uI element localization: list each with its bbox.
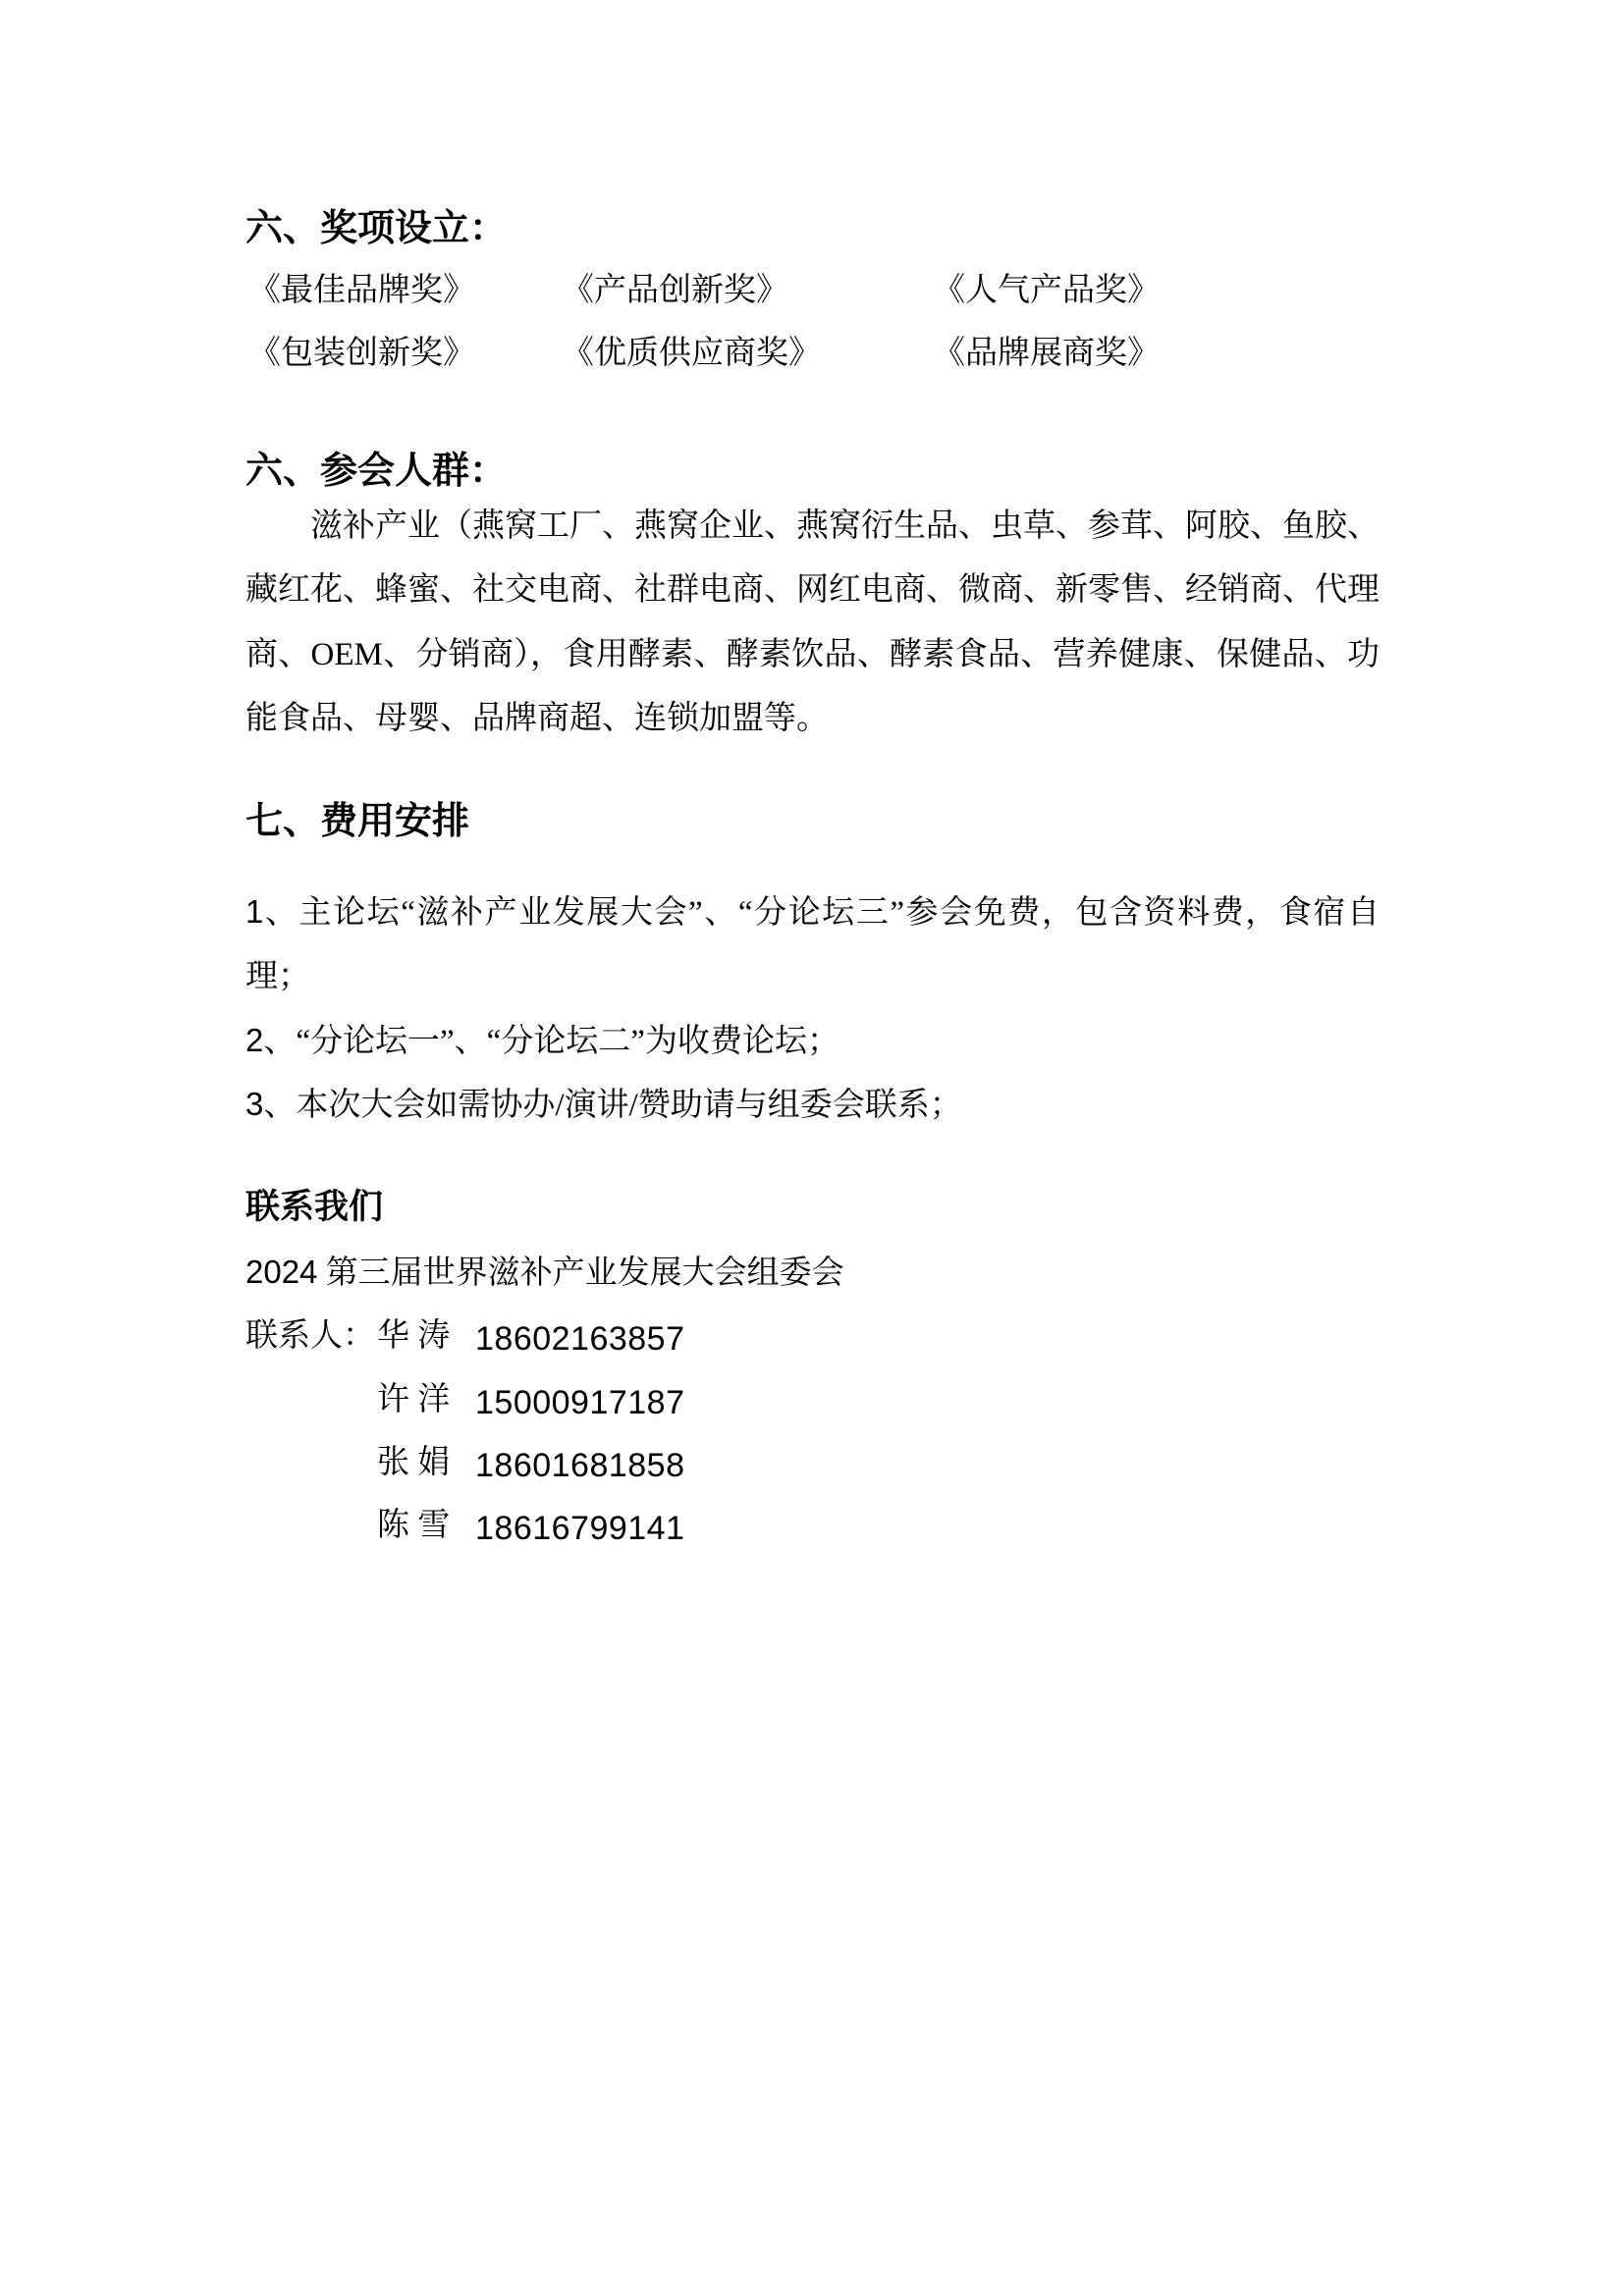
contact-name: 华 涛 — [377, 1318, 451, 1354]
contact-phone: 15000917187 — [475, 1384, 685, 1421]
award-item: 《品牌展商奖》 — [933, 336, 1160, 371]
contact-name: 许 洋 — [377, 1382, 451, 1417]
award-item: 《人气产品奖》 — [933, 273, 1160, 308]
fee-item-number: 1、 — [245, 893, 299, 930]
contact-name: 张 娟 — [377, 1445, 451, 1480]
award-item: 《优质供应商奖》 — [562, 336, 821, 371]
fee-item-text: “分论坛一”、“分论坛二”为收费论坛； — [296, 1024, 839, 1059]
contact-label: 联系人： — [245, 1318, 375, 1354]
attendees-paragraph: 滋补产业（燕窝工厂、燕窝企业、燕窝衍生品、虫草、参茸、阿胶、鱼胶、藏红花、蜂蜜、社交电商、社群电商、网红电商、微商、新零售、经销商、代理商、OEM、分销商），食用酵素、酵素饮品、酵素食品、营养健康、保健品、功能食品、母婴、品牌商超、连锁加盟等。 — [245, 508, 1380, 736]
fee-item-text: 主论坛“滋补产业发展大会”、“分论坛三”参会免费，包含资料费，食宿自理； — [245, 895, 1380, 995]
contact-phone: 18602163857 — [475, 1320, 685, 1358]
attendees-section-title: 六、参会人群： — [245, 451, 508, 492]
award-item: 《最佳品牌奖》 — [248, 273, 475, 308]
contact-phone: 18616799141 — [475, 1510, 685, 1547]
award-item: 《包装创新奖》 — [248, 336, 475, 371]
contact-phone: 18601681858 — [475, 1447, 685, 1484]
fee-item-3 — [245, 1072, 1380, 1138]
fee-item-text: 本次大会如需协办/演讲/赞助请与组委会联系； — [296, 1088, 962, 1123]
fee-item-number: 2、 — [245, 1022, 297, 1058]
contact-section-title: 联系我们 — [245, 1188, 384, 1226]
fee-item-number: 3、 — [245, 1086, 297, 1122]
committee-year: 2024 — [245, 1254, 318, 1290]
fees-section-title: 七、费用安排 — [245, 801, 470, 842]
committee-line — [245, 1255, 844, 1290]
committee-name: 第三届世界滋补产业发展大会组委会 — [325, 1255, 844, 1291]
fee-item-1 — [245, 880, 1380, 1010]
award-item: 《产品创新奖》 — [562, 273, 788, 308]
contact-name: 陈 雪 — [377, 1508, 451, 1543]
awards-section-title: 六、奖项设立： — [245, 208, 508, 249]
fee-item-2 — [245, 1008, 1380, 1074]
